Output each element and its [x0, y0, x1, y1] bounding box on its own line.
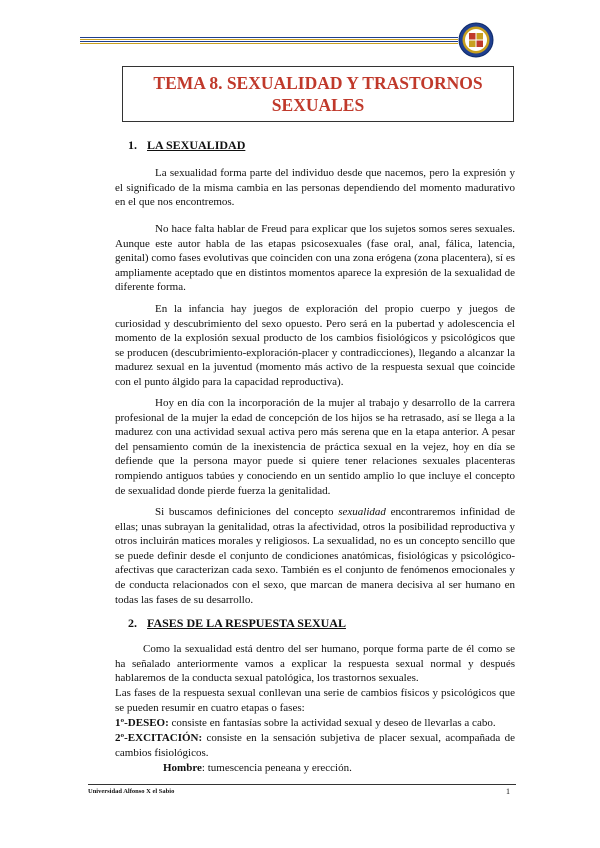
paragraph [115, 222, 515, 295]
section-title: LA SEXUALIDAD [147, 138, 246, 152]
paragraph [115, 166, 515, 210]
title-line-1: TEMA 8. SEXUALIDAD Y TRASTORNOS [153, 73, 483, 93]
paragraph-text: Como la sexualidad está dentro del ser humano, porque forma parte de él como se ha señalado anteriormente vamos a explicar la respuesta sexual normal y después hablaremos de la conducta sexual patológica, los trastornos sexuales. [115, 643, 515, 685]
phase-item [115, 716, 515, 731]
subitem-label: Hombre [163, 762, 202, 774]
paragraph-text: En la infancia hay juegos de exploración del propio cuerpo y juegos de curiosidad y descubrimiento del sexo opuesto. Pero será en la pubertad y adolescencia el momento de la explosión sexual producto de los cambios fisiológicos y psicológicos que se producen (descubrimiento-exploración-placer y contradicciones), llegando a alcanzar la madurez sexual en la juventud (momento más activo de la respuesta sexual que coincide con el punto álgido para la capacidad reproductiva). [115, 303, 515, 388]
paragraph [115, 686, 515, 715]
section-number: 2. [128, 616, 137, 630]
subitem-text: : tumescencia peneana y erección. [201, 762, 352, 774]
paragraph [115, 505, 515, 607]
header-stripe [80, 41, 458, 42]
header-stripe [80, 39, 458, 40]
paragraph [115, 396, 515, 498]
page-number: 1 [506, 787, 510, 796]
phase-text: consiste en la sensación subjetiva de placer sexual, acompañada de cambios fisiológicos. [115, 732, 515, 759]
section-title: FASES DE LA RESPUESTA SEXUAL [147, 616, 346, 630]
header-stripe [80, 43, 458, 44]
paragraph [115, 642, 515, 686]
section-heading-1 [128, 138, 245, 153]
page-title [122, 66, 514, 122]
paragraph-text: Hoy en día con la incorporación de la mujer al trabajo y desarrollo de la carrera profesional de la mujer la edad de concepción de los hijos se ha retrasado, así se llega a la madurez con una actividad sexual activa pero más serena que en la etapa anterior. A pesar del pensamiento común de la inexistencia de práctica sexual en la vejez, hoy en día se defiende que la persona mayor puede si quiere tener relaciones sexuales placenteras rompiendo antiguos tabúes y conociendo en un sentido amplio lo que incluye el concepto de sexualidad donde pierde fuerza la genitalidad. [115, 397, 515, 497]
phase-item [115, 731, 515, 760]
emphasis-term: sexualidad [338, 506, 386, 518]
header-stripe [80, 37, 458, 38]
title-line-2: SEXUALES [271, 95, 365, 115]
footer-institution: Universidad Alfonso X el Sabio [88, 788, 175, 795]
paragraph-text: Las fases de la respuesta sexual conllevan una serie de cambios físicos y psicológicos que se pueden resumir en cuatro etapas o fases: [115, 687, 515, 714]
phase-label: 2º-EXCITACIÓN: [115, 732, 203, 744]
paragraph-text: Si buscamos definiciones del concepto [155, 506, 339, 518]
paragraph-text: No hace falta hablar de Freud para explicar que los sujetos somos seres sexuales. Aunque este autor habla de las etapas psicosexuales (fase oral, anal, fálica, latencia, genital) como fases evolutivas que coinciden con una zona erógena (zona placentera), sí es ampliamente aceptado que en distintos momentos aparece la expresión de la sexualidad de diferente forma. [115, 223, 515, 294]
section-number: 1. [128, 138, 137, 152]
footer-divider [88, 784, 516, 785]
paragraph-text: encontraremos infinidad de ellas; unas subrayan la genitalidad, otras la afectividad, otros la posibilidad reproductiva y otros incluirán matices morales y religiosos. La sexualidad, no es un concepto sencillo que se puede definir desde el conjunto de condiciones anatómicas, fisiológicas y psicológico-afectivas que caracterizan cada sexo. También es el conjunto de fenómenos emocionales y de conducta relacionados con el sexo, que marcan de manera decisiva al ser humano en todas las fases de su desarrollo. [115, 506, 515, 606]
paragraph-text: La sexualidad forma parte del individuo desde que nacemos, pero la expresión y el significado de la misma cambia en las personas dependiendo del momento madurativo en el que nos encontremos. [115, 167, 515, 209]
section-heading-2 [128, 616, 346, 631]
university-seal-icon [458, 22, 494, 58]
phase-subitem [115, 761, 515, 776]
phase-label: 1º-DESEO: [115, 717, 169, 729]
phase-text: consiste en fantasías sobre la actividad sexual y deseo de llevarlas a cabo. [168, 717, 496, 729]
paragraph [115, 302, 515, 390]
